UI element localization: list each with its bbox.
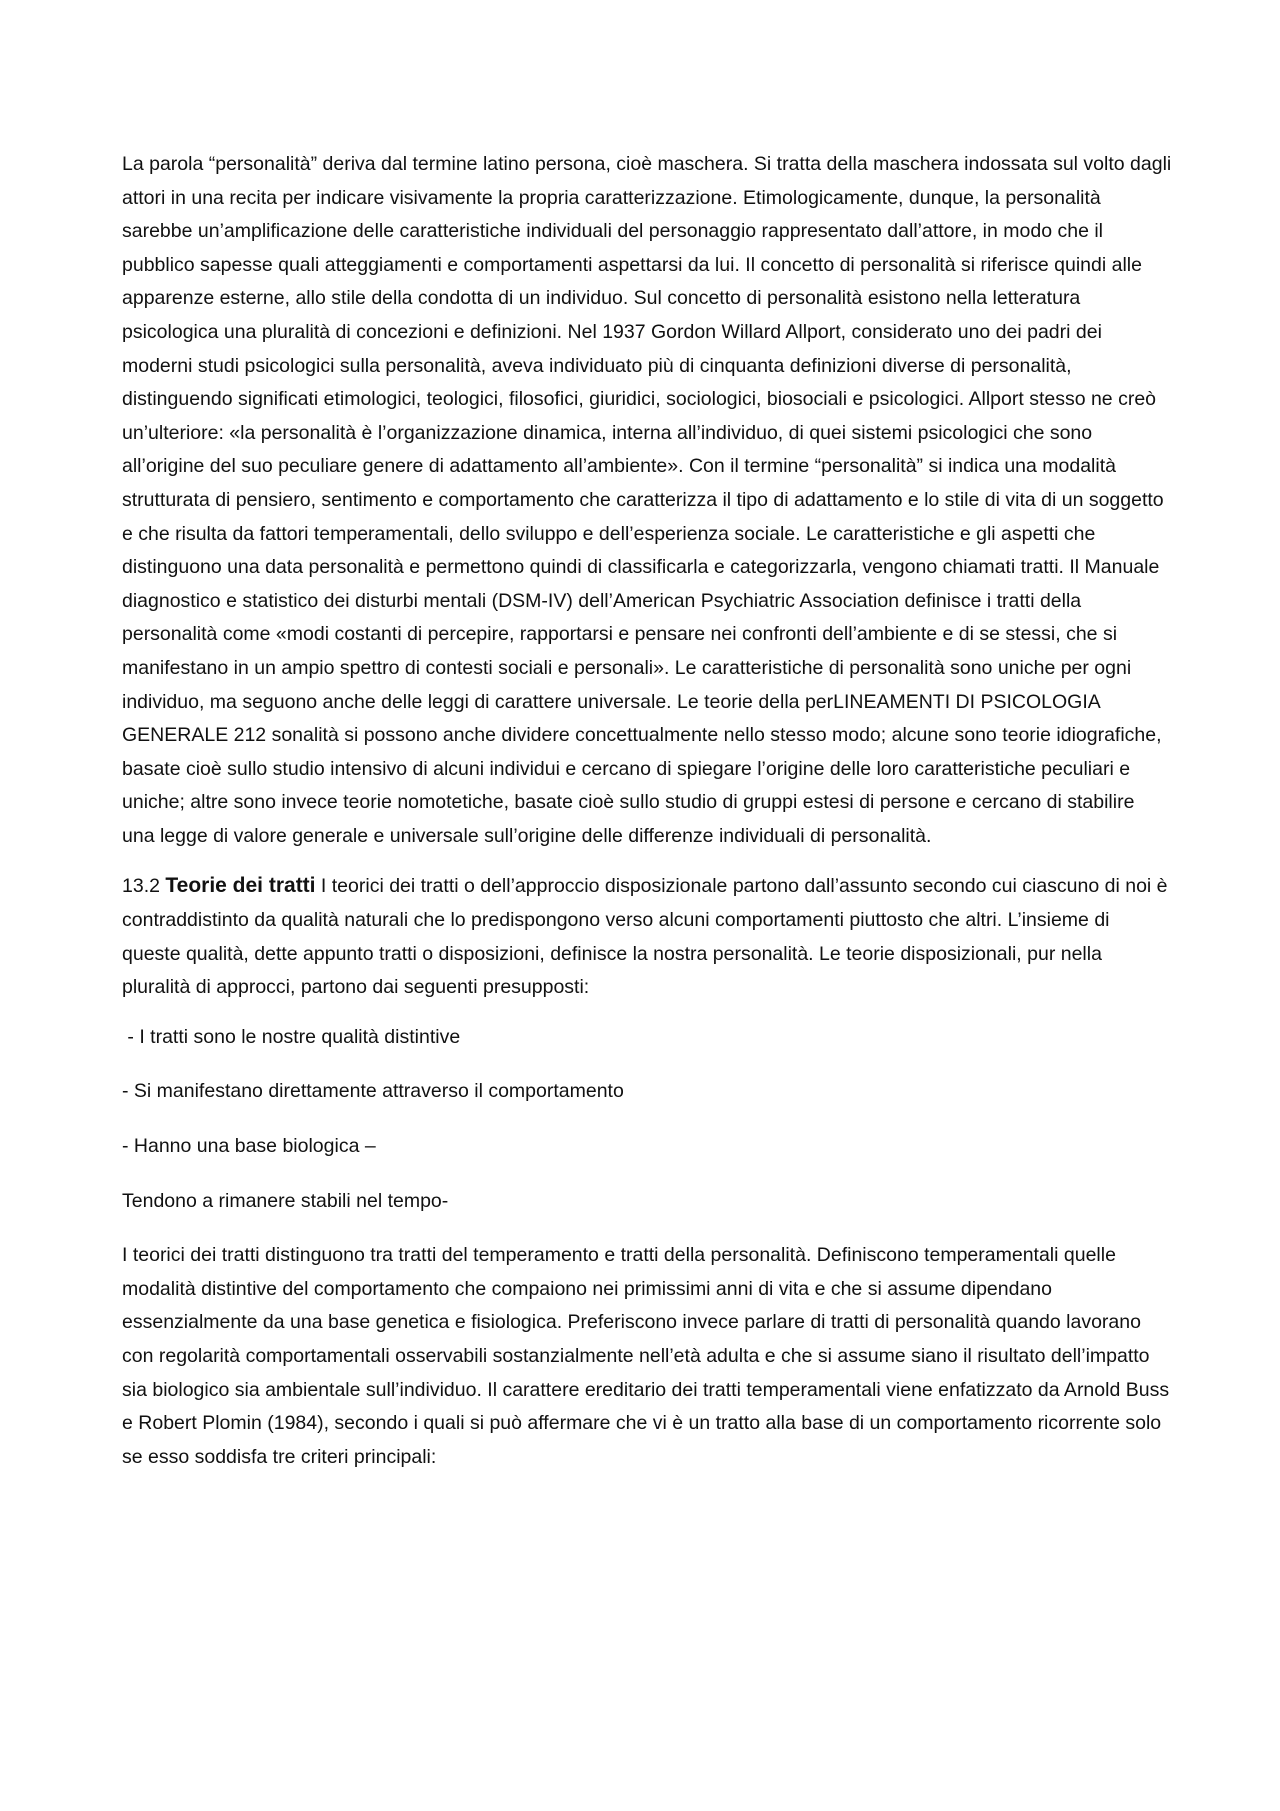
closing-paragraph: I teorici dei tratti distinguono tra tratti del temperamento e tratti della personalità. Definiscono temperamentali quelle modalità distintive del comportamento che compaiono nei primissimi anni di vita e che si assume dipendano essenzialmente da una base genetica e fisiologica. Preferiscono invece parlare di tratti di personalità quando lavorano con regolarità comportamentali osservabili sostanzialmente nell’età adulta e che si assume siano il risultato dell’impatto sia biologico sia ambientale sull’individuo. Il carattere ereditario dei tratti temperamentali viene enfatizzato da Arnold Buss e Robert Plomin (1984), secondo i quali si può affermare che vi è un tratto alla base di un comportamento ricorrente solo se esso soddisfa tre criteri principali: [122, 1244, 1170, 1468]
document-page [122, 148, 1172, 1490]
section-title: Teorie dei tratti [165, 874, 316, 898]
intro-paragraph: La parola “personalità” deriva dal termine latino persona, cioè maschera. Si tratta della maschera indossata sul volto dagli attori in una recita per indicare visivamente la propria caratterizzazione. Etimologicamente, dunque, la personalità sarebbe un’amplificazione delle caratteristiche individuali del personaggio rappresentato dall’attore, in modo che il pubblico sapesse quali atteggiamenti e comportamenti aspettarsi da lui. Il concetto di personalità si riferisce quindi alle apparenze esterne, allo stile della condotta di un individuo. Sul concetto di personalità esistono nella letteratura psicologica una pluralità di concezioni e definizioni. Nel 1937 Gordon Willard Allport, considerato uno dei padri dei moderni studi psicologici sulla personalità, aveva individuato più di cinquanta definizioni diverse di personalità, distinguendo significati etimologici, teologici, filosofici, giuridici, sociologici, biosociali e psicologici. Allport stesso ne creò un’ulteriore: «la personalità è l’organizzazione dinamica, interna all’individuo, di quei sistemi psicologici che sono all’origine del suo peculiare genere di adattamento all’ambiente». Con il termine “personalità” si indica una modalità strutturata di pensiero, sentimento e comportamento che caratterizza il tipo di adattamento e lo stile di vita di un soggetto e che risulta da fattori temperamentali, dello sviluppo e dell’esperienza sociale. Le caratteristiche e gli aspetti che distinguono una data personalità e permettono quindi di classificarla e categorizzarla, vengono chiamati tratti. Il Manuale diagnostico e statistico dei disturbi mentali (DSM-IV) dell’American Psychiatric Association definisce i tratti della personalità come «modi costanti di percepire, rapportarsi e pensare nei confronti dell’ambiente e di se stessi, che si manifestano in un ampio spettro di contesti sociali e personali». Le caratteristiche di personalità sono uniche per ogni individuo, ma seguono anche delle leggi di carattere universale. Le teorie della perLINEAMENTI DI PSICOLOGIA GENERALE 212 sonalità si possono anche dividere concettualmente nello stesso modo; alcune sono teorie idiografiche, basate cioè sullo studio intensivo di alcuni individui e cercano di spiegare l’origine delle loro caratteristiche peculiari e uniche; altre sono invece teorie nomotetiche, basate cioè sullo studio di gruppi estesi di persone e cercano di stabilire una legge di valore generale e universale sull’origine delle differenze individuali di personalità. [122, 153, 1172, 847]
section-paragraph [122, 869, 1172, 1004]
list-item: - I tratti sono le nostre qualità distintive [122, 1025, 461, 1048]
list-item: - Si manifestano direttamente attraverso il comportamento [122, 1080, 624, 1103]
list-item: - Hanno una base biologica – [122, 1135, 376, 1158]
list-item: Tendono a rimanere stabili nel tempo- [122, 1189, 449, 1212]
section-number: 13.2 [122, 875, 166, 898]
section-body: I teorici dei tratti o dell’approccio disposizionale partono dall’assunto secondo cui ciascuno di noi è contraddistinto da qualità naturali che lo predispongono verso alcuni comportamenti piuttosto che altri. L’insieme di queste qualità, dette appunto tratti o disposizioni, definisce la nostra personalità. Le teorie disposizionali, pur nella pluralità di approcci, partono dai seguenti presupposti: [122, 875, 1168, 999]
